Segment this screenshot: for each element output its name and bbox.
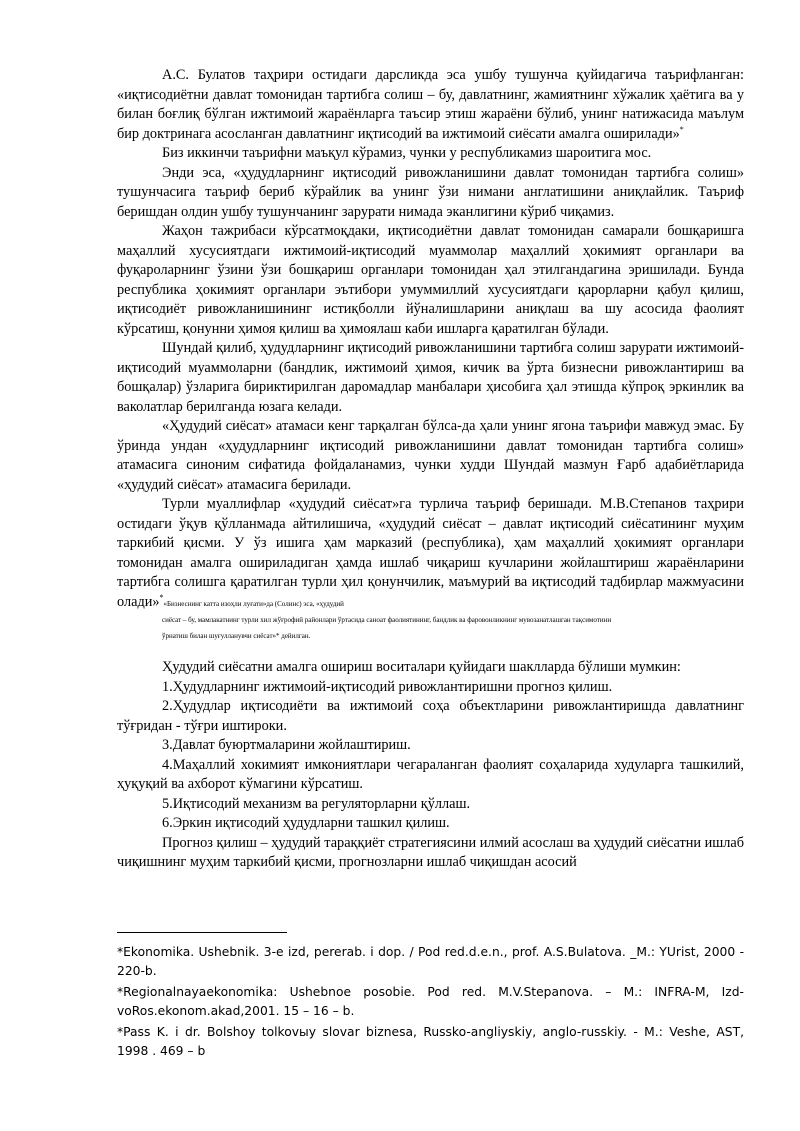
list-item: 5.Иқтисодий механизм ва регуляторларни қўллаш. <box>162 795 471 812</box>
document-body <box>117 66 744 873</box>
footnote-marker: * <box>159 592 164 602</box>
paragraph-text: А.С. Булатов таҳрири остидаги дарсликда эса ушбу тушунча қуйидагича таърифланган: «иқтисодиётни давлат томонидан тартибга солиш – бу, давлатнинг, жамиятнинг хўжалик ҳаётига ва у билан боғлиқ бўлган ижтимоий жараёнларга таъсир этиш жараёни бўлиб, унинг натижасида маълум бир доктринага асосланган давлатнинг иқтисодий ва ижтимоий сиёсати амалга оширилади» <box>117 67 744 142</box>
list-item: 3.Давлат буюртмаларини жойлаштириш. <box>162 737 411 753</box>
footnote: *Regionalnayaekonomika: Ushebnoe posobie. Pod red. M.V.Stepanova. – M.: INFRA-M, Izd-voRos.ekonom.akad,2001. 15 – 16 – b. <box>117 985 744 1018</box>
list-item: 4.Маҳаллий хокимият имкониятлари чегараланган фаолият соҳаларида худуларга ташкилий, ҳуқуқий ва ахборот кўмагини кўрсатиш. <box>117 756 744 792</box>
paragraph: Жаҳон тажрибаси кўрсатмоқдаки, иқтисодиётни давлат томонидан самарали бошқаришга маҳаллий хусусиятдаги ижтимоий-иқтисодий муаммолар маҳаллий ҳокимият органлари ва фуқароларнинг ўзини ўзи бошқариш органлари томонидан ҳал этилгандагина эришилади. Бунда республика ҳокимият органлари эътибори умуммиллий хусусиятдаги қарорларни қабул қилиш, иқтисодиёт ривожланишининг истиқболли йўналишларини аниқлаш ва шу асосида фаолият кўрсатиш, қонунни ҳимоя қилиш ва ҳимоялаш каби ишларга қаратилган бўлади. <box>117 223 744 337</box>
list-item: 2.Ҳудудлар иқтисодиёти ва ижтимоий соҳа объектларини ривожлантиришда давлатнинг тўғридан - тўғри иштироки. <box>117 698 744 734</box>
paragraph-bulatov-definition <box>117 66 744 144</box>
paragraph: Шундай қилиб, ҳудудларнинг иқтисодий ривожланишини тартибга солиш зарурати ижтимоий-иқтисодий муаммоларни (бандлик, ижтимоий ҳимоя, кичик ва ўрта бизнесни ривожлантириш ва бошқалар) ўзларига бириктирилган даромадлар манбалари ҳисобига ҳал этишда кўпроқ эркинлик ва ваколатлар берилганда юзага келади. <box>117 340 744 415</box>
paragraph: Биз иккинчи таърифни маъқул кўрамиз, чунки у республикамиз шароитига мос. <box>162 145 652 161</box>
paragraph: Энди эса, «ҳудудларнинг иқтисодий ривожланишини давлат томонидан тартибга солиш» тушунчасига таъриф бериб кўрайлик ва унинг ўзи нимани англатишини аниқлайлик. Таъриф беришдан олдин ушбу тушунчанинг зарурати нимада эканлигини кўриб чиқамиз. <box>117 164 744 220</box>
paragraph: «Ҳудудий сиёсат» атамаси кенг тарқалган бўлса-да ҳали унинг ягона таърифи мавжуд эмас. Бу ўринда ундан «ҳудудларнинг иқтисодий ривожланишини давлат томонидан тартибга солиш» атамасига синоним сифатида фойдаланамиз, чунки худди Шундай мазмун Ғарб адабиётларида «ҳудудий сиёсат» атамасига берилади. <box>117 418 744 493</box>
footnote-separator <box>117 932 287 933</box>
spacer <box>117 644 744 658</box>
footnote: *Ekonomika. Ushebnik. 3-e izd, pererab. i dop. / Pod red.d.e.n., prof. A.S.Bulatova. _M.: YUrist, 2000 - 220-b. <box>117 945 744 978</box>
paragraph: Ҳудудий сиёсатни амалга ошириш воситалари қуйидаги шаклларда бўлиши мумкин: <box>162 659 681 675</box>
footnote-marker: * <box>276 632 280 640</box>
paragraph: Прогноз қилиш – ҳудудий тараққиёт стратегиясини илмий асослаш ва ҳудудий сиёсатни ишлаб чиқишнинг муҳим таркибий қисми, прогнозларни ишлаб чиқишдан асосий <box>117 834 744 870</box>
list-item: 6.Эркин иқтисодий ҳудудларни ташкил қилиш. <box>162 815 450 831</box>
footnotes <box>117 943 744 1063</box>
footnote: *Pass K. i dr. Bolshoy tolkovыy slovar biznesa, Russko-angliyskiy, anglo-russkiy. - M.: Veshe, AST, 1998 . 469 – b <box>117 1025 744 1058</box>
small-note-line <box>117 628 744 644</box>
list-item: 1.Ҳудудларнинг ижтимоий-иқтисодий ривожлантиришни прогноз қилиш. <box>162 678 613 695</box>
paragraph-text: Турли муаллифлар «ҳудудий сиёсат»га турлича таъриф беришади. М.В.Степанов таҳрири остидаги ўқув қўлланмада айтилишича, «ҳудудий сиёсат – давлат иқтисодий сиёсатининг муҳим таркибий қисми. У ўз ишига ҳам марказий (республика), ҳам маҳаллий ҳокимият органлари томонидан амалга ошириладиган ҳамда ишлаб чиқариш кучларини жойлаштириш жараёнларини тартибга солишга қаратилган турли ҳил қонунчилик, маъмурий ва иқтисодий тадбирлар мажмуасини олади» <box>117 496 744 610</box>
small-note-inline: «Бизнеснинг катта изоҳли луғати»да (Солинс) эса, «ҳудудий <box>163 599 344 608</box>
small-note-text: ўрнатиш билан шуғулланувчи сиёсат» <box>162 632 277 640</box>
small-note-text: дейилган. <box>281 632 311 640</box>
small-note-line: сиёсат – бу, мамлакатнинг турли хил жўғрофий районлари ўртасида саноат фаолиятининг, бандлик ва фаровонликнинг мувозанатлашган тақсимотини <box>162 616 612 624</box>
paragraph-stepanov-definition <box>117 495 744 612</box>
footnote-marker: * <box>679 124 684 134</box>
